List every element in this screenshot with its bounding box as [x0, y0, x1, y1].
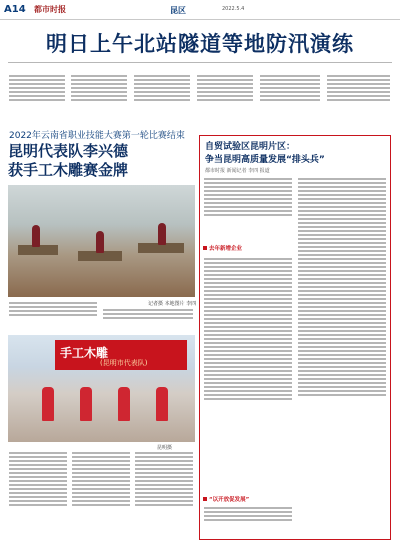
competitor-figure [96, 231, 104, 253]
main-article-column-1 [9, 450, 67, 542]
top-story-column-3 [134, 73, 190, 103]
competitor-figure [32, 225, 40, 247]
main-headline-line1: 昆明代表队李兴德 [8, 142, 129, 160]
winner-figure [80, 387, 92, 421]
top-story-column-1 [9, 73, 65, 103]
photo-credit: 昆明摄 [157, 445, 173, 451]
sidebar-subhead-1 [203, 244, 242, 252]
photo-credit: 记者摄 本地图片 李四 [148, 301, 197, 307]
banner-title: 手工木雕 [60, 346, 109, 360]
main-headline-line2: 获手工木雕赛金牌 [8, 161, 129, 179]
sidebar-headline-line2: 争当昆明高质量发展“排头兵” [205, 155, 325, 165]
bullet-icon [203, 246, 207, 250]
page-number: A14 [4, 4, 26, 15]
top-story-column-4 [197, 73, 253, 103]
sidebar-byline: 都市时报 新闻记者 李四 报道 [205, 168, 270, 174]
divider-rule [8, 62, 392, 63]
sidebar-column-2 [298, 176, 386, 536]
workshop-photo [8, 185, 195, 297]
main-article-text-intro-right [103, 307, 193, 332]
article-kicker: 2022年云南省职业技能大赛第一轮比赛结束 [9, 131, 185, 141]
sidebar-headline-line1: 自贸试验区昆明片区： [205, 142, 296, 152]
top-headline: 明日上午北站隧道等地防汛演练 [46, 32, 354, 56]
top-story-column-6 [327, 73, 390, 103]
top-story-column-5 [260, 73, 320, 103]
section-tag: 昆区 [170, 6, 186, 15]
sidebar-column-1-body [204, 256, 292, 492]
subhead-text: 去年新增企业 [209, 246, 243, 252]
sidebar-column-1-bottom [204, 505, 292, 535]
issue-date: 2022.5.4 [222, 6, 245, 12]
banner-subtitle: (昆明市代表队) [100, 359, 148, 367]
sidebar-column-1-top [204, 176, 292, 242]
main-article-text-intro [9, 300, 97, 330]
main-article-column-3 [135, 450, 193, 542]
main-article-column-2 [72, 450, 130, 542]
subhead-text: “以开放促发展” [209, 497, 250, 503]
top-story-column-2 [71, 73, 127, 103]
winner-figure [42, 387, 54, 421]
newspaper-name: 都市时报 [34, 5, 66, 14]
sidebar-subhead-2 [203, 495, 249, 503]
winner-figure [118, 387, 130, 421]
winner-figure [156, 387, 168, 421]
bullet-icon [203, 497, 207, 501]
competitor-figure [158, 223, 166, 245]
